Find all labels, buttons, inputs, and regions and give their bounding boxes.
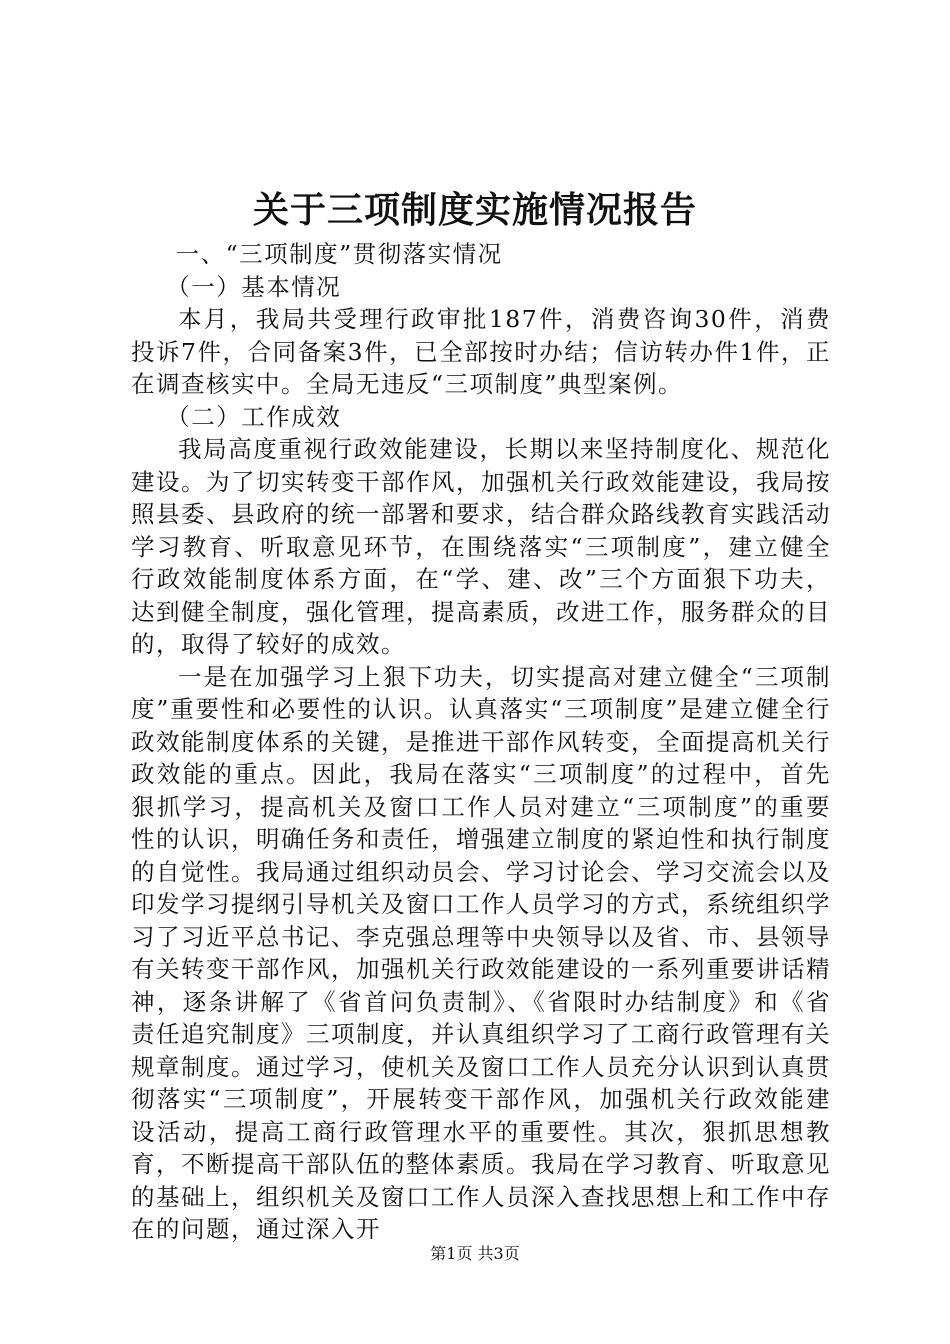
subsection-heading-basic: （一）基本情况 [166,272,342,301]
document-title: 关于三项制度实施情况报告 [252,189,697,231]
document-body [131,238,831,1246]
paragraph-results-overview: 我局高度重视行政效能建设，长期以来坚持制度化、规范化建设。为了切实转变干部作风，加强机关行政效能建设，我局按照县委、县政府的统一部署和要求，结合群众路线教育实践活动学习教育、听取意见环节，在围绕落实“三项制度”，建立健全行政效能制度体系方面，在“学、建、改”三个方面狠下功夫，达到健全制度，强化管理，提高素质，改进工作，服务群众的目的，取得了较好的成效。 [131,435,831,658]
subsection-heading-results: （二）工作成效 [166,402,342,431]
paragraph-basic-situation: 本月，我局共受理行政审批187件，消费咨询30件，消费投诉7件，合同备案3件，已全部按时办结；信访转办件1件，正在调查核实中。全局无违反“三项制度”典型案例。 [131,305,831,398]
page-footer: 第1页 共3页 [430,1244,520,1263]
paragraph-study-efforts: 一是在加强学习上狠下功夫，切实提高对建立健全“三项制度”重要性和必要性的认识。认真落实“三项制度”是建立健全行政效能制度体系的关键，是推进干部作风转变，全面提高机关行政效能的重点。因此，我局在落实“三项制度”的过程中，首先狠抓学习，提高机关及窗口工作人员对建立“三项制度”的重要性的认识，明确任务和责任，增强建立制度的紧迫性和执行制度的自觉性。我局通过组织动员会、学习讨论会、学习交流会以及印发学习提纲引导机关及窗口工作人员学习的方式，系统组织学习了习近平总书记、李克强总理等中央领导以及省、市、县领导有关转变干部作风，加强机关行政效能建设的一系列重要讲话精神，逐条讲解了《省首问负责制》、《省限时办结制度》和《省责任追究制度》三项制度，并认真组织学习了工商行政管理有关规章制度。通过学习，使机关及窗口工作人员充分认识到认真贯彻落实“三项制度”，开展转变干部作风，加强机关行政效能建设活动，提高工商行政管理水平的重要性。其次，狠抓思想教育，不断提高干部队伍的整体素质。我局在学习教育、听取意见的基础上，组织机关及窗口工作人员深入查找思想上和工作中存在的问题，通过深入开 [131,662,831,1243]
section-heading-1: 一、“三项制度”贯彻落实情况 [175,240,503,268]
